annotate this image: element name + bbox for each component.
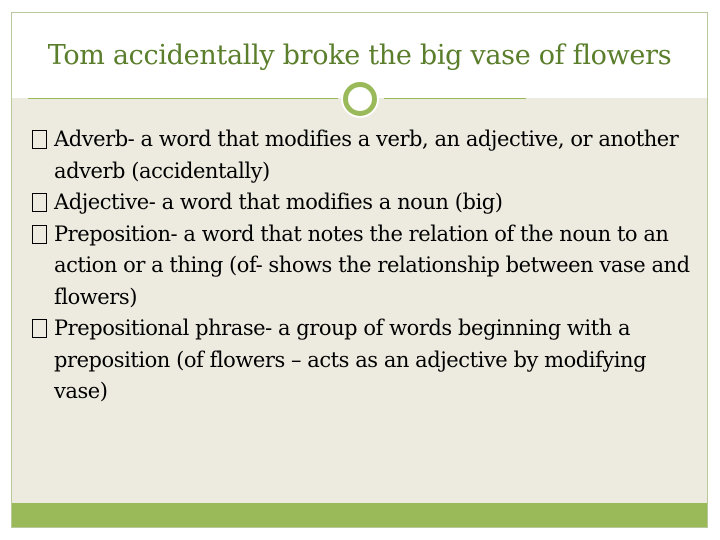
square-bullet-icon	[32, 319, 47, 338]
bullet-item-prepositional-phrase	[30, 313, 700, 408]
ring-icon	[341, 80, 379, 118]
square-bullet-icon	[32, 225, 47, 244]
slide-title: Tom accidentally broke the big vase of flowers	[47, 40, 672, 71]
bottom-accent-bar	[12, 503, 707, 527]
square-bullet-icon	[32, 130, 47, 149]
bullet-item-adverb	[30, 124, 700, 187]
bullet-item-adjective	[30, 187, 700, 219]
divider-left	[28, 98, 338, 99]
bullet-item-preposition	[30, 219, 700, 314]
bullet-text: Adjective- a word that modifies a noun (big)	[54, 190, 503, 214]
bullet-list	[30, 124, 700, 408]
bullet-text: Preposition- a word that notes the relation of the noun to an action or a thing (of- shows the relationship between vase and flowers)	[54, 221, 690, 309]
bullet-text: Adverb- a word that modifies a verb, an adjective, or another adverb (accidentally)	[54, 127, 679, 183]
bullet-text: Prepositional phrase- a group of words beginning with a preposition (of flowers – acts as an adjective by modifying vase)	[54, 316, 647, 403]
divider-right	[384, 98, 526, 99]
square-bullet-icon	[32, 193, 47, 212]
